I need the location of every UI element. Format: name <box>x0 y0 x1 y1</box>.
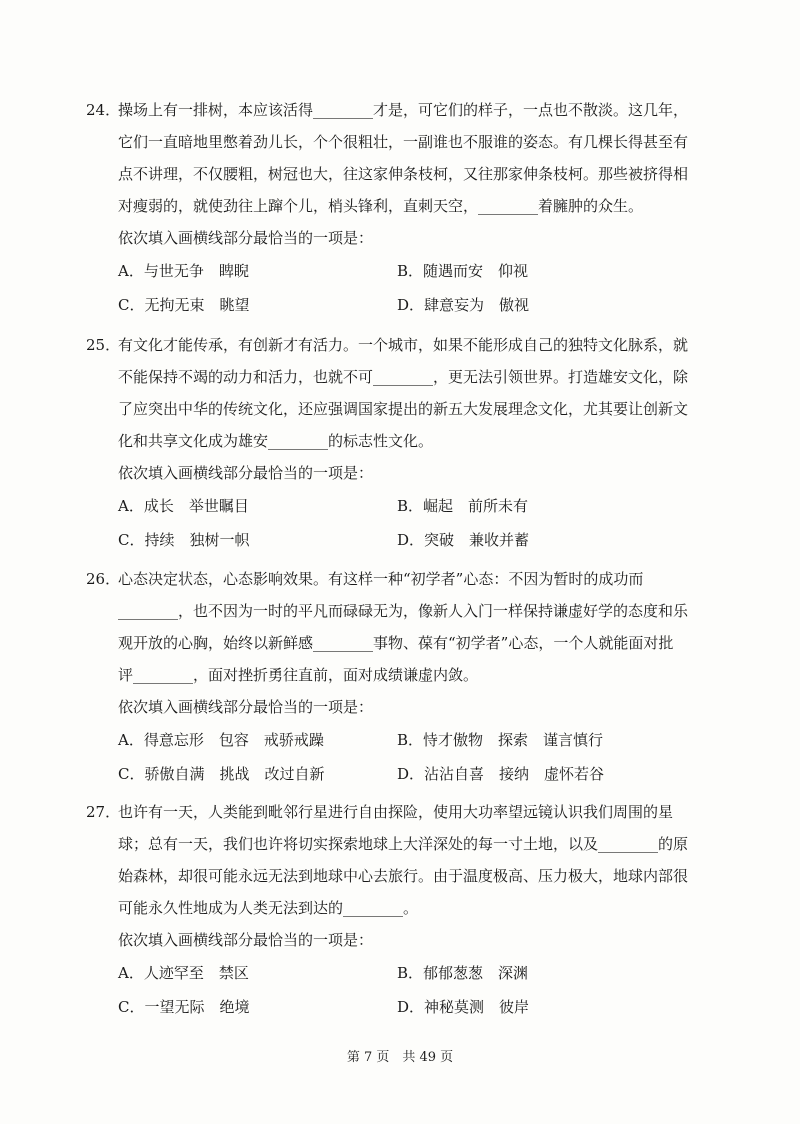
option-a: A．人迹罕至 禁区 <box>118 964 249 982</box>
question-25 <box>86 329 736 557</box>
question-text-line: 观开放的心胸，始终以新鲜感________事物、葆有“初学者”心态，一个人就能面对批 <box>118 634 674 652</box>
option-b: B．随遇而安 仰视 <box>397 262 529 280</box>
options-row <box>86 956 736 990</box>
question-prompt: 依次填入画横线部分最恰当的一项是： <box>118 931 374 949</box>
question-text-line: 点不讲理，不仅腰粗，树冠也大，往这家伸条枝柯，又往那家伸条枝柯。那些被挤得相 <box>118 165 689 183</box>
question-text-line: 始森林，却很可能永远无法到地球中心去旅行。由于温度极高、压力极大，地球内部很 <box>118 867 689 885</box>
question-27 <box>86 796 736 1024</box>
page-footer: 第 7 页 共 49 页 <box>346 1050 454 1065</box>
option-d: D．突破 兼收并蓄 <box>397 531 530 549</box>
option-c: C．骄傲自满 挑战 改过自新 <box>118 765 325 783</box>
options-row <box>86 990 736 1024</box>
question-text-line: 操场上有一排树，本应该活得________才是，可它们的样子，一点也不散淡。这几年， <box>118 101 689 119</box>
question-number: 26． <box>86 570 121 588</box>
option-b: B．郁郁葱葱 深渊 <box>397 964 529 982</box>
option-d: D．沾沾自喜 接纳 虚怀若谷 <box>397 765 605 783</box>
option-d: D．神秘莫测 彼岸 <box>397 998 530 1016</box>
question-number: 25． <box>86 336 121 354</box>
question-number: 24． <box>86 101 121 119</box>
option-d: D．肆意妄为 傲视 <box>397 296 530 314</box>
question-text-line: 有文化才能传承，有创新才有活力。一个城市，如果不能形成自己的独特文化脉系，就 <box>118 336 689 354</box>
option-b: B．恃才傲物 探索 谨言慎行 <box>397 731 604 749</box>
question-number: 27． <box>86 803 121 821</box>
question-text-line: 了应突出中华的传统文化，还应强调国家提出的新五大发展理念文化，尤其要让创新文 <box>118 400 689 418</box>
question-text-line: 对瘦弱的，就使劲往上蹿个儿，梢头锋利，直刺天空，________着臃肿的众生。 <box>118 197 644 215</box>
question-text-line: ________，也不因为一时的平凡而碌碌无为，像新人入门一样保持谦虚好学的态度和乐 <box>118 602 689 620</box>
option-a: A．得意忘形 包容 戒骄戒躁 <box>118 731 324 749</box>
question-text-line: 可能永久性地成为人类无法到达的________。 <box>118 899 419 917</box>
option-b: B．崛起 前所未有 <box>397 497 529 515</box>
question-prompt: 依次填入画横线部分最恰当的一项是： <box>118 698 374 716</box>
option-a: A．与世无争 睥睨 <box>118 262 249 280</box>
question-26 <box>86 563 736 791</box>
question-text-line: 不能保持不竭的动力和活力，也就不可________，更无法引领世界。打造雄安文化，除 <box>118 368 689 386</box>
options-row <box>86 288 736 322</box>
question-prompt: 依次填入画横线部分最恰当的一项是： <box>118 464 374 482</box>
options-row <box>86 757 736 791</box>
options-row <box>86 489 736 523</box>
options-row <box>86 723 736 757</box>
options-row <box>86 523 736 557</box>
question-24 <box>86 94 736 322</box>
option-a: A．成长 举世瞩目 <box>118 497 249 515</box>
options-row <box>86 254 736 288</box>
question-text-line: 评________，面对挫折勇往直前，面对成绩谦虚内敛。 <box>118 666 479 684</box>
question-text-line: 球；总有一天，我们也许将切实探索地球上大洋深处的每一寸土地，以及________的原 <box>118 835 689 853</box>
question-text-line: 它们一直暗地里憋着劲儿长，个个很粗壮，一副谁也不服谁的姿态。有几棵长得甚至有 <box>118 133 689 151</box>
option-c: C．一望无际 绝境 <box>118 998 250 1016</box>
question-text-line: 化和共享文化成为雄安________的标志性文化。 <box>118 432 434 450</box>
question-text-line: 心态决定状态，心态影响效果。有这样一种“初学者”心态：不因为暂时的成功而 <box>118 570 644 588</box>
option-c: C．持续 独树一帜 <box>118 531 250 549</box>
question-prompt: 依次填入画横线部分最恰当的一项是： <box>118 229 374 247</box>
question-text-line: 也许有一天，人类能到毗邻行星进行自由探险，使用大功率望远镜认识我们周围的星 <box>118 803 674 821</box>
option-c: C．无拘无束 眺望 <box>118 296 250 314</box>
